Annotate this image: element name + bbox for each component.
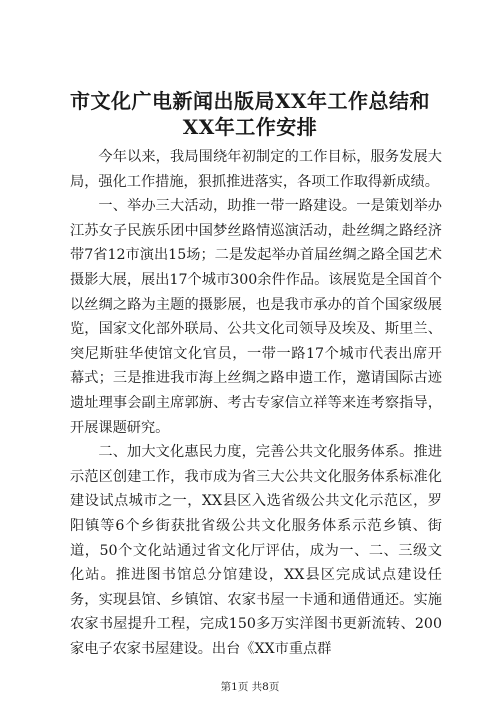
paragraph-section-two: 二、加大文化惠民力度，完善公共文化服务体系。推进示范区创建工作，我市成为省三大公共文化服务体系标准化建设试点城市之一，XX县区入选省级公共文化示范区，罗阳镇等6个乡街获批省级公共文化服务体系示范乡镇、街道，50个文化站通过省文化厅评估，成为一、二、三级文化站。推进图书馆总分馆建设，XX县区完成试点建设任务，实现县馆、乡镇馆、农家书屋一卡通和通借通还。实施农家书屋提升工程，完成150多万实洋图书更新流转、200家电子农家书屋建设。出台《XX市重点群 <box>70 444 442 657</box>
page-footer <box>0 680 500 694</box>
document-body <box>70 145 442 661</box>
page-number-indicator: 第1页 共8页 <box>220 681 280 693</box>
paragraph-section-one: 一、举办三大活动，助推一带一路建设。一是策划举办江苏女子民族乐团中国梦丝路情巡演活动，赴丝绸之路经济带7省12市演出15场；二是发起举办首届丝绸之路全国艺术摄影大展，展出17个城市300余件作品。该展览是全国首个以丝绸之路为主题的摄影展，也是我市承办的首个国家级展览，国家文化部外联局、公共文化司领导及埃及、斯里兰、突尼斯驻华使馆文化官员，一带一路17个城市代表出席开幕式；三是推进我市海上丝绸之路申遗工作，邀请国际古迹遗址理事会副主席郭旃、考古专家信立祥等来连考察指导，开展课题研究。 <box>70 198 442 436</box>
document-title: 市文化广电新闻出版局XX年工作总结和XX年工作安排 <box>69 89 431 139</box>
paragraph-intro: 今年以来，我局围绕年初制定的工作目标，服务发展大局，强化工作措施，狠抓推进落实，各项工作取得新成绩。 <box>70 149 442 190</box>
